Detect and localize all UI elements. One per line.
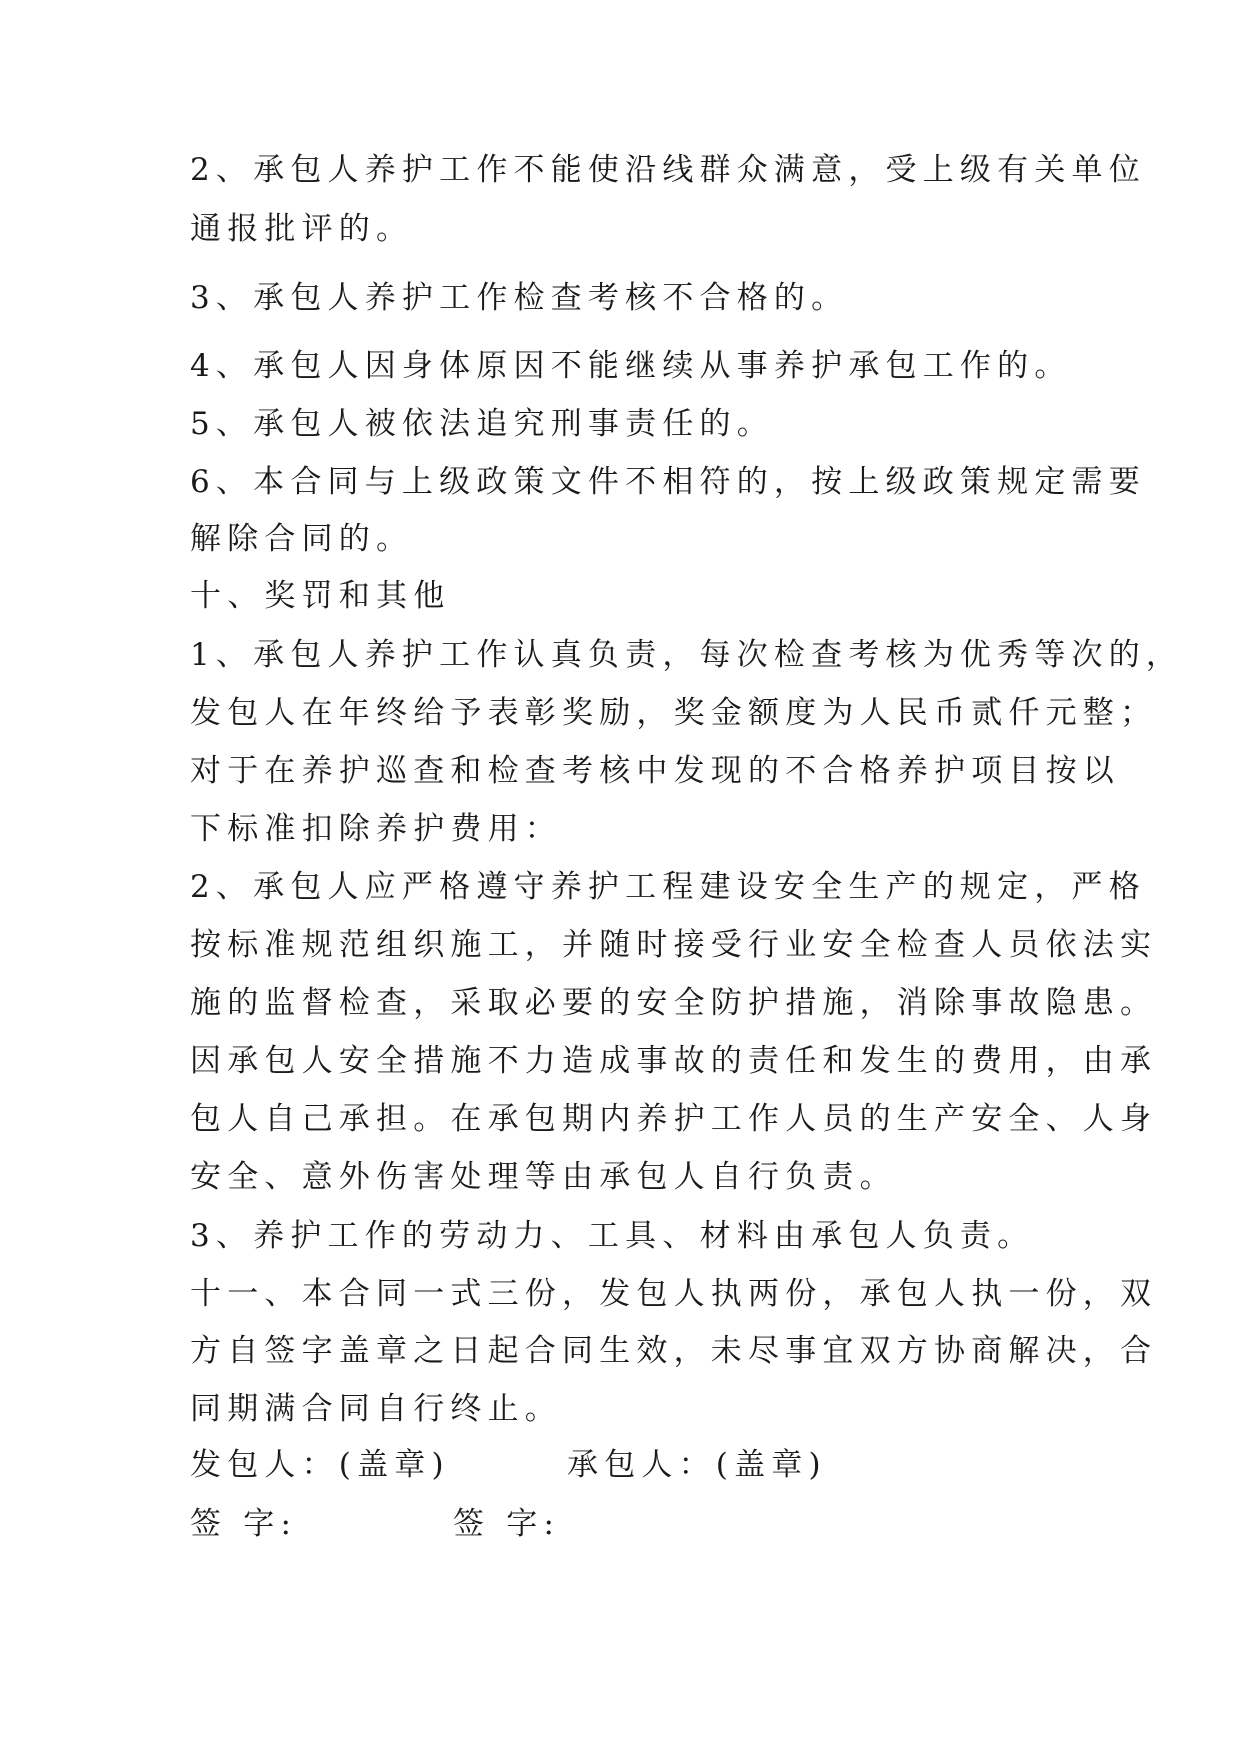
- text-line: 安全、意外伤害处理等由承包人自行负责。: [190, 1159, 897, 1195]
- text-line: 4、承包人因身体原因不能继续从事养护承包工作的。: [190, 348, 1072, 384]
- text-line: 包人自己承担。在承包期内养护工作人员的生产安全、人身: [190, 1101, 1158, 1137]
- text-line: 解除合同的。: [190, 521, 414, 557]
- text-line: 通报批评的。: [190, 211, 414, 247]
- text-line: 方自签字盖章之日起合同生效，未尽事宜双方协商解决，合: [190, 1333, 1158, 1369]
- text-line: 3、养护工作的劳动力、工具、材料由承包人负责。: [190, 1218, 1035, 1254]
- text-line: 施的监督检查，采取必要的安全防护措施，消除事故隐患。: [190, 985, 1158, 1021]
- text-line: 十一、本合同一式三份，发包人执两份，承包人执一份，双: [190, 1276, 1158, 1312]
- text-line: 对于在养护巡查和检查考核中发现的不合格养护项目按以: [190, 753, 1120, 789]
- party-a-seal-label: 发包人：(盖章): [190, 1447, 450, 1483]
- text-line: 2、承包人养护工作不能使沿线群众满意，受上级有关单位: [190, 152, 1146, 188]
- text-line: 按标准规范组织施工，并随时接受行业安全检查人员依法实: [190, 927, 1158, 963]
- text-line: 同期满合同自行终止。: [190, 1391, 562, 1427]
- text-line: 6、本合同与上级政策文件不相符的，按上级政策规定需要: [190, 464, 1146, 500]
- section-heading: 十、奖罚和其他: [190, 578, 451, 614]
- party-a-signature-label: 签 字:: [190, 1506, 298, 1542]
- text-line: 发包人在年终给予表彰奖励，奖金额度为人民币贰仟元整；: [190, 695, 1158, 731]
- party-b-seal-label: 承包人：(盖章): [567, 1447, 827, 1483]
- text-line: 1、承包人养护工作认真负责，每次检查考核为优秀等次的，: [190, 637, 1184, 673]
- text-line: 5、承包人被依法追究刑事责任的。: [190, 406, 774, 442]
- text-line: 因承包人安全措施不力造成事故的责任和发生的费用，由承: [190, 1043, 1158, 1079]
- text-line: 3、承包人养护工作检查考核不合格的。: [190, 280, 849, 316]
- text-line: 2、承包人应严格遵守养护工程建设安全生产的规定，严格: [190, 869, 1146, 905]
- party-b-signature-label: 签 字:: [453, 1506, 561, 1542]
- text-line: 下标准扣除养护费用：: [190, 811, 562, 847]
